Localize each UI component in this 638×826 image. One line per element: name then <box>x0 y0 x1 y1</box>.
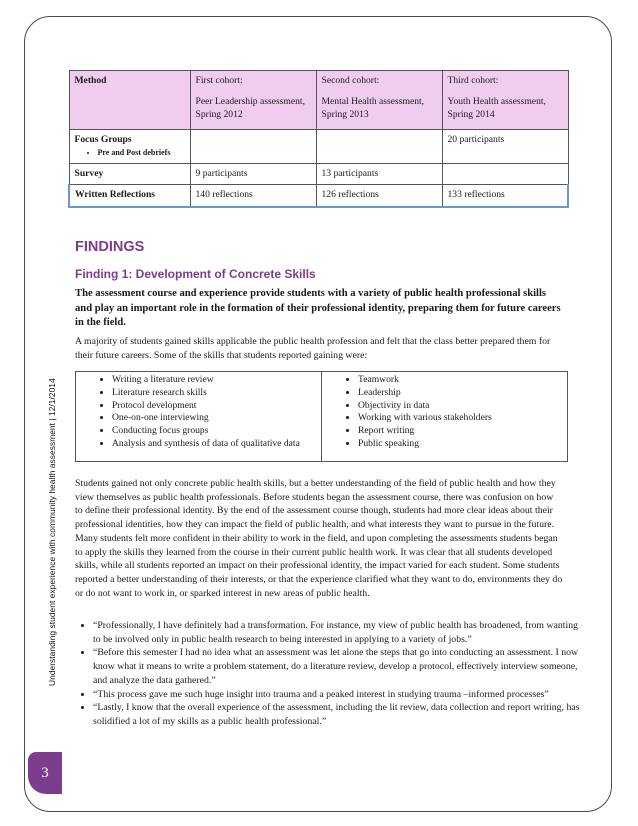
second-cohort-label: Second cohort: <box>321 75 380 86</box>
cell-third <box>442 163 568 184</box>
quote-item: • “Professionally, I have definitely had a transformation. For instance, my view of public health has broadened, from wanting to be involved only in public health research to being interested in applying to a variety of jobs.” <box>93 619 585 646</box>
quote-item: • “This process gave me such huge insight into trauma and a peaked interest in studying trauma –informed processes” <box>93 688 585 702</box>
skills-list-right <box>322 374 567 451</box>
cell-first: 140 reflections <box>190 185 316 207</box>
cell-second: 13 participants <box>316 163 442 184</box>
cell-first <box>190 130 316 164</box>
list-item: • Writing a literature review <box>112 374 321 387</box>
focus-groups-label: Focus Groups <box>74 134 132 145</box>
header-first-cohort <box>190 71 316 130</box>
table-row-survey <box>69 163 568 184</box>
list-item: • Protocol development <box>112 400 321 413</box>
page-number: 3 <box>41 764 49 781</box>
cell-third: 20 participants <box>442 130 568 164</box>
quote-item: • “Lastly, I know that the overall experience of the assessment, including the lit review, data collection and report writing, has solidified a lot of my skills as a public health professional.” <box>93 701 585 728</box>
skills-box <box>75 371 568 462</box>
third-cohort-sub: Youth Health assessment, Spring 2014 <box>447 96 546 120</box>
cell-method: Survey <box>69 163 190 184</box>
running-header-vertical: Understanding student experience with community health assessment | 12/1/2014 <box>47 378 57 686</box>
table-row-focus-groups <box>69 130 568 164</box>
cell-second <box>316 130 442 164</box>
list-item: • Literature research skills <box>112 387 321 400</box>
cell-method: Written Reflections <box>69 185 190 207</box>
first-cohort-label: First cohort: <box>195 75 243 86</box>
list-item: • Analysis and synthesis of data of qualitative data <box>112 438 321 451</box>
list-item: • Teamwork <box>358 374 567 387</box>
first-cohort-sub: Peer Leadership assessment, Spring 2012 <box>195 96 305 120</box>
header-method-label: Method <box>74 75 107 86</box>
page-number-badge <box>28 752 62 794</box>
header-third-cohort <box>442 71 568 130</box>
third-cohort-label: Third cohort: <box>447 75 499 86</box>
table-header-row <box>69 71 568 130</box>
student-quotes-list <box>75 619 585 729</box>
quote-item: • “Before this semester I had no idea what an assessment was let alone the steps that go into conducting an assessment. I now know what it means to write a problem statement, do a literature review, develop a protocol, effectively interview someone, and analyze the data gathered.” <box>93 646 585 687</box>
focus-groups-sublist <box>75 148 185 158</box>
method-table <box>68 70 569 208</box>
second-cohort-sub: Mental Health assessment, Spring 2013 <box>321 96 425 120</box>
list-item: • Leadership <box>358 387 567 400</box>
list-item: • Objectivity in data <box>358 400 567 413</box>
cell-method <box>69 130 190 164</box>
list-item: • Report writing <box>358 425 567 438</box>
finding1-lead: The assessment course and experience provide students with a variety of public health professional skills and play an important role in the formation of their professional identity, preparing them for future careers in the field. <box>75 288 561 329</box>
paragraph-professional-identity: Students gained not only concrete public health skills, but a better understanding of the field of public health and how they view themselves as public health professionals. Before students began the assessment course, there was confusion on how to define their professional identity. By the end of the assessment course though, students had more clear ideas about their professional identities, how they can impact the field of public health, and what interests they want to pursue in the future. Many students felt more confident in their ability to work in the field, and upon completing the assessments students began to apply the skills they learned from the course in their current public health work. It was clear that all students developed skills, while all students reported an impact on their professional identity, the impact varied for each student. Some students reported a better understanding of their interests, or that the experience clarified what they want to do, environments they do or do not want to work in, or sparked interest in new areas of public health. <box>75 478 563 599</box>
header-second-cohort <box>316 71 442 130</box>
list-item: • One-on-one interviewing <box>112 412 321 425</box>
focus-groups-sub-item: • Pre and Post debriefs <box>98 148 185 158</box>
skills-list-left <box>76 374 321 451</box>
cell-second: 126 reflections <box>316 185 442 207</box>
paragraph-skills-intro: A majority of students gained skills applicable the public health profession and felt that the class better prepared them for their future careers. Some of the skills that students reported gaining were: <box>75 336 551 361</box>
cell-first: 9 participants <box>190 163 316 184</box>
list-item: • Public speaking <box>358 438 567 451</box>
list-item: • Working with various stakeholders <box>358 412 567 425</box>
list-item: • Conducting focus groups <box>112 425 321 438</box>
cell-third: 133 reflections <box>442 185 568 207</box>
skills-column-right <box>322 372 567 461</box>
skills-column-left <box>76 372 322 461</box>
finding1-heading: Finding 1: Development of Concrete Skills <box>75 267 316 281</box>
findings-heading: FINDINGS <box>75 239 145 255</box>
table-row-written-reflections <box>69 185 568 207</box>
header-method <box>69 71 190 130</box>
